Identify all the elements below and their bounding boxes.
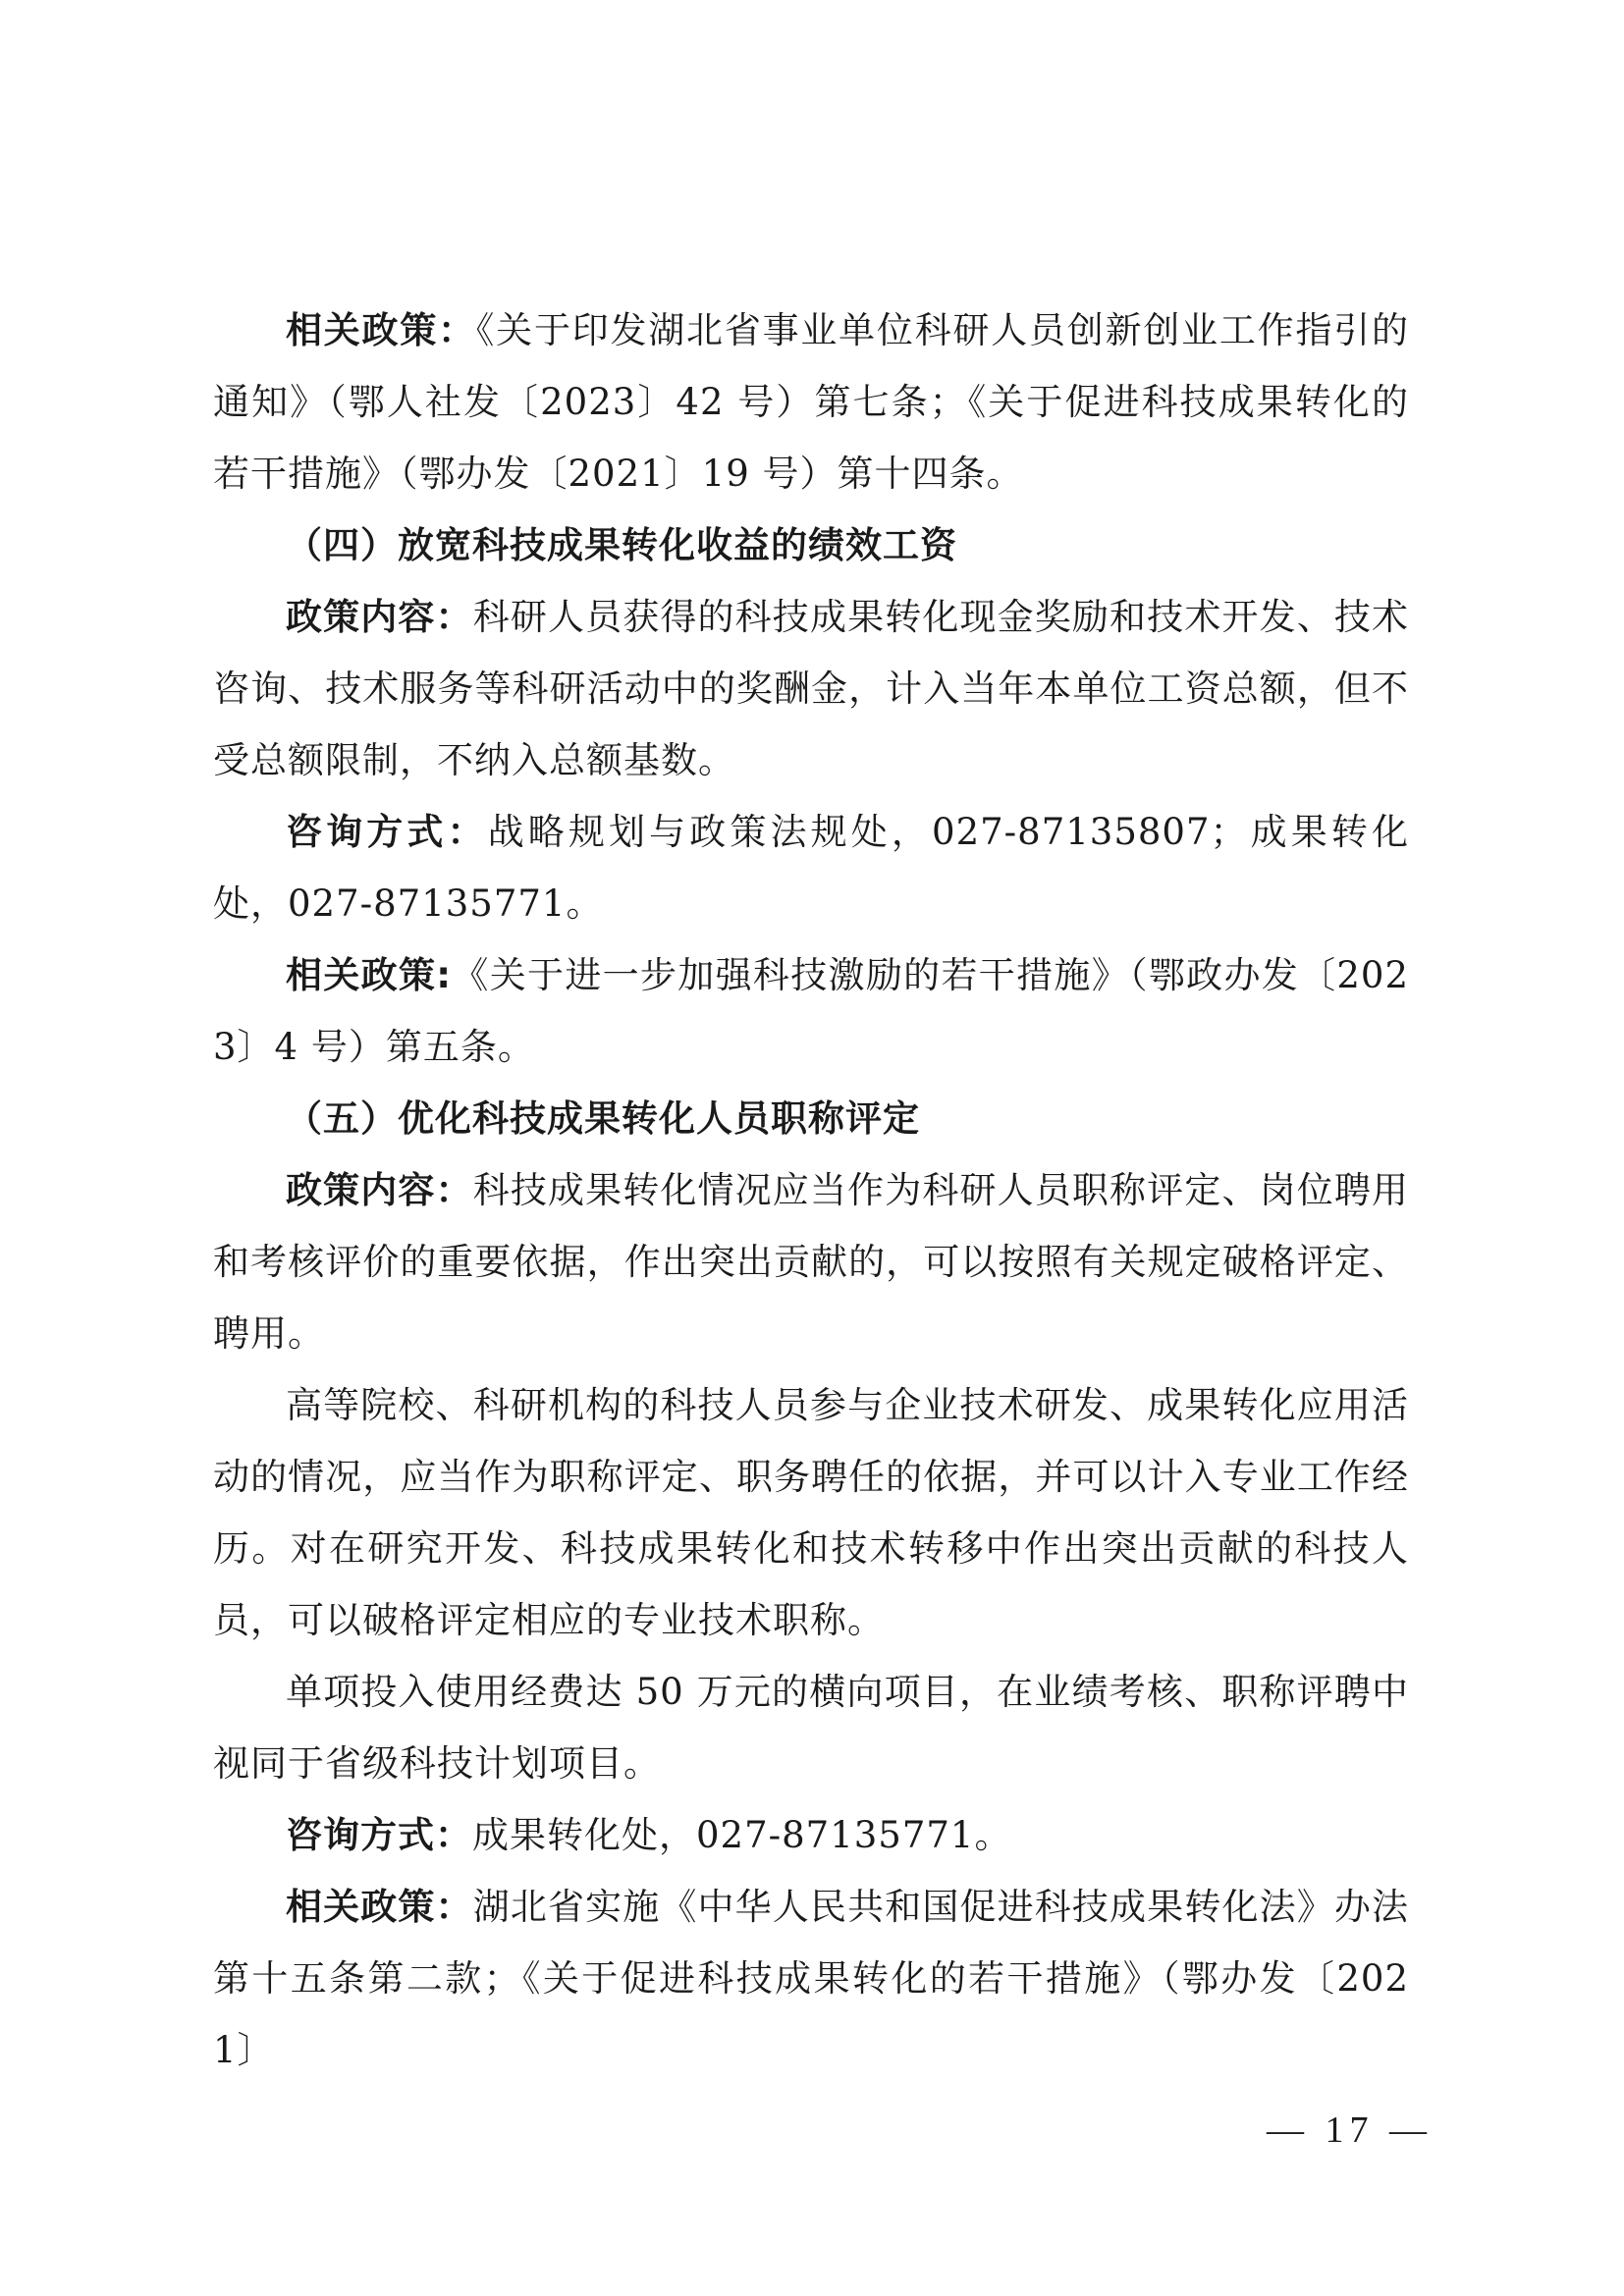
consult-method-paragraph xyxy=(213,796,1409,939)
policy-content-text: 科研人员获得的科技成果转化现金奖励和技术开发、技术咨询、技术服务等科研活动中的奖酬金，计入当年本单位工资总额，但不受总额限制，不纳入总额基数。 xyxy=(213,596,1410,781)
consult-method-label: 咨询方式： xyxy=(286,1814,472,1856)
body-paragraph: 单项投入使用经费达 50 万元的横向项目，在业绩考核、职称评聘中视同于省级科技计划项目。 xyxy=(213,1671,1409,1785)
policy-content-text: 科技成果转化情况应当作为科研人员职称评定、岗位聘用和考核评价的重要依据，作出突出贡献的，可以按照有关规定破格评定、聘用。 xyxy=(213,1169,1410,1355)
body-paragraph: 高等院校、科研机构的科技人员参与企业技术研发、成果转化应用活动的情况，应当作为职称评定、职务聘任的依据，并可以计入专业工作经历。对在研究开发、科技成果转化和技术转移中作出突出贡献的科技人员，可以破格评定相应的专业技术职称。 xyxy=(213,1384,1409,1641)
section-heading-five: （五）优化科技成果转化人员职称评定 xyxy=(286,1097,920,1140)
policy-content-label: 政策内容： xyxy=(286,1169,473,1211)
related-policy-text: 《关于印发湖北省事业单位科研人员创新创业工作指引的通知》（鄂人社发〔2023〕42 号）第七条；《关于促进科技成果转化的若干措施》（鄂办发〔2021〕19 号）第十四条。 xyxy=(213,309,1410,495)
page-number: — 17 — xyxy=(1267,2109,1433,2151)
related-policy-text: 《关于进一步加强科技激励的若干措施》（鄂政办发〔2023〕4 号）第五条。 xyxy=(213,954,1410,1068)
consult-method-text: 成果转化处，027-87135771。 xyxy=(472,1814,1012,1856)
related-policy-label: 相关政策： xyxy=(286,1886,473,1928)
consult-method-text: 战略规划与政策法规处，027-87135807；成果转化处，027-87135771。 xyxy=(213,811,1409,925)
document-body xyxy=(213,294,1409,2086)
related-policy-paragraph xyxy=(213,1871,1409,2086)
related-policy-label: 相关政策: xyxy=(286,954,453,996)
consult-method-label: 咨询方式： xyxy=(286,811,488,853)
related-policy-paragraph xyxy=(213,294,1409,509)
related-policy-text: 湖北省实施《中华人民共和国促进科技成果转化法》办法第十五条第二款；《关于促进科技成果转化的若干措施》（鄂办发〔2021〕 xyxy=(213,1886,1410,2071)
consult-method-paragraph xyxy=(213,1799,1409,1871)
related-policy-label: 相关政策： xyxy=(286,309,476,351)
policy-content-paragraph xyxy=(213,1154,1409,1369)
section-heading-four: （四）放宽科技成果转化收益的绩效工资 xyxy=(286,524,957,566)
policy-content-paragraph xyxy=(213,581,1409,796)
related-policy-paragraph xyxy=(213,939,1409,1083)
policy-content-label: 政策内容： xyxy=(286,596,473,638)
